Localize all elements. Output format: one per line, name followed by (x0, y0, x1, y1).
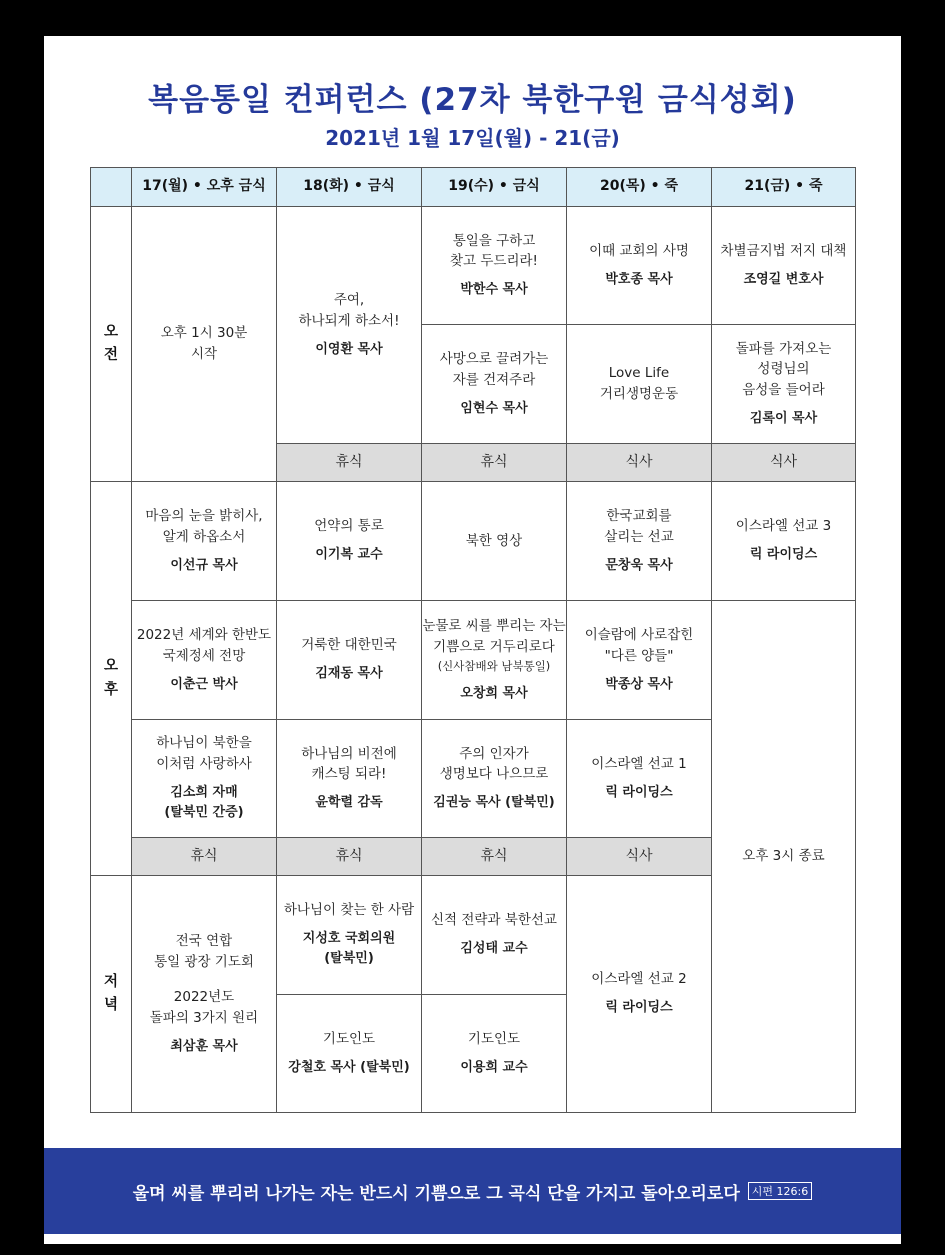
session-title: 북한 영상 (465, 532, 523, 549)
afternoon-row3-1 (131, 719, 277, 838)
session-speaker: 김록이 목사 (749, 411, 818, 427)
session-note: (신사참배와 남북통일) (437, 658, 551, 673)
end-time: 오후 3시 종료 (742, 848, 825, 865)
afternoon-break-2 (276, 837, 422, 876)
session-speaker: 이기복 교수 (315, 547, 383, 563)
column-header-label: 17(월) • 오후 금식 (142, 178, 266, 195)
morning-thu-1 (566, 206, 712, 325)
session-title: 통일을 구하고 찾고 두드리라! (450, 232, 538, 270)
session-title: 이슬람에 사로잡힌 "다른 양들" (584, 627, 694, 664)
session-subtitle: 2022년도 돌파의 3가지 원리 (149, 988, 259, 1026)
break-label: 휴식 (335, 453, 363, 470)
morning-fri-2 (711, 324, 856, 444)
session-speaker: 이선규 목사 (170, 557, 238, 573)
session-speaker: 이춘근 박사 (170, 676, 238, 692)
session-title: 거룩한 대한민국 (301, 637, 397, 654)
session-speaker: 강철호 목사 (탈북민) (288, 1059, 410, 1075)
session-speaker: 이용희 교수 (460, 1059, 528, 1075)
column-header-label: 21(금) • 죽 (744, 178, 823, 195)
session-title: 기도인도 (322, 1030, 376, 1047)
afternoon-row3-3 (421, 719, 567, 838)
session-title: 이스라엘 선교 2 (591, 971, 687, 988)
evening-tue-1 (276, 875, 422, 995)
session-speaker: 김소희 자매 (탈북민 간증) (164, 785, 244, 821)
evening-tue-2 (276, 994, 422, 1113)
afternoon-row1-1 (131, 481, 277, 601)
afternoon-row1-4 (566, 481, 712, 601)
afternoon-row3-4 (566, 719, 712, 838)
afternoon-row2-1 (131, 600, 277, 720)
evening-wed-1 (421, 875, 567, 995)
session-title: 한국교회를 살리는 선교 (604, 508, 674, 545)
session-speaker: 임현수 목사 (460, 400, 528, 416)
session-speaker: 릭 라이딩스 (605, 784, 673, 800)
session-title: 이스라엘 선교 1 (591, 755, 687, 772)
date-range: 2021년 1월 17일(월) - 21(금) (325, 126, 620, 150)
column-header-4 (566, 167, 712, 207)
session-title: Love Life 거리생명운동 (599, 365, 679, 402)
session-speaker: 박종상 목사 (605, 676, 673, 692)
afternoon-row1-2 (276, 481, 422, 601)
evening-mon (131, 875, 277, 1113)
session-title: 전국 연합 통일 광장 기도회 (154, 933, 254, 970)
session-speaker: 오창희 목사 (460, 685, 528, 701)
session-speaker: 문창욱 목사 (605, 557, 673, 573)
session-speaker: 윤학렬 감독 (315, 795, 383, 811)
session-speaker: 김권능 목사 (탈북민) (433, 795, 555, 811)
afternoon-break-4 (566, 837, 712, 876)
column-header-label: 18(화) • 금식 (303, 178, 395, 195)
afternoon-row3-2 (276, 719, 422, 838)
afternoon-break-1 (131, 837, 277, 876)
afternoon-row2-3 (421, 600, 567, 720)
footer-verse-banner (44, 1148, 901, 1234)
morning-wed-2 (421, 324, 567, 444)
afternoon-row2-4 (566, 600, 712, 720)
session-title: 이스라엘 선교 3 (735, 518, 832, 535)
afternoon-row1-5 (711, 481, 856, 601)
morning-tue (276, 206, 422, 444)
session-speaker: 김재동 목사 (315, 666, 383, 682)
session-title: 언약의 통로 (314, 518, 384, 535)
column-header-label: 19(수) • 금식 (448, 178, 540, 195)
break-label: 휴식 (480, 453, 508, 470)
session-speaker: 릭 라이딩스 (605, 1000, 673, 1016)
period-label: 오 후 (103, 658, 118, 698)
session-speaker: 박호종 목사 (605, 271, 673, 287)
session-speaker: 지성호 국회의원 (탈북민) (302, 931, 396, 967)
session-title: 이때 교회의 사명 (589, 242, 689, 259)
session-speaker: 이영환 목사 (315, 341, 383, 357)
column-header-label: 20(목) • 죽 (599, 178, 679, 195)
session-title: 주여, 하나되게 하소서! (298, 292, 400, 329)
session-speaker: 조영길 변호사 (743, 271, 824, 287)
break-label: 휴식 (335, 847, 363, 864)
morning-wed-1 (421, 206, 567, 325)
session-speaker: 박한수 목사 (460, 282, 528, 298)
morning-break-4 (711, 443, 856, 482)
session-speaker: 최삼훈 목사 (170, 1038, 238, 1054)
session-title: 돌파를 가져오는 성령님의 음성을 들어라 (735, 340, 832, 399)
session-title: 차별금지법 저지 대책 (720, 242, 847, 259)
break-label: 휴식 (480, 847, 508, 864)
afternoon-row1-3 (421, 481, 567, 601)
session-title: 2022년 세계와 한반도 국제정세 전망 (136, 627, 272, 664)
morning-break-1 (276, 443, 422, 482)
break-label: 식사 (625, 453, 653, 470)
footer-verse-ref: 시편 126:6 (748, 1182, 812, 1200)
session-title: 오후 1시 30분 시작 (160, 325, 248, 362)
afternoon-row2-2 (276, 600, 422, 720)
morning-thu-2 (566, 324, 712, 444)
session-title: 눈물로 씨를 뿌리는 자는 기쁨으로 거두리로다 (422, 618, 566, 656)
period-morning (90, 206, 132, 482)
session-title: 신적 전략과 북한선교 (431, 912, 557, 929)
session-speaker: 김성태 교수 (460, 941, 528, 957)
session-title: 하나님이 북한을 이처럼 사랑하사 (156, 735, 252, 773)
period-label: 저 녁 (103, 973, 118, 1013)
break-label: 휴식 (190, 847, 218, 864)
afternoon-fri-end (711, 600, 856, 1113)
column-header-2 (276, 167, 422, 207)
break-label: 식사 (625, 847, 653, 864)
session-title: 사망으로 끌려가는 자를 건져주라 (439, 351, 549, 388)
period-evening (90, 875, 132, 1113)
column-header-3 (421, 167, 567, 207)
break-label: 식사 (769, 453, 798, 470)
morning-break-3 (566, 443, 712, 482)
session-title: 마음의 눈을 밝히사, 알게 하옵소서 (145, 508, 263, 545)
column-header-1 (131, 167, 277, 207)
session-speaker: 릭 라이딩스 (749, 547, 818, 563)
morning-mon (131, 206, 277, 482)
session-title: 주의 인자가 생명보다 나으므로 (439, 745, 549, 783)
footer-verse: 울며 씨를 뿌리러 나가는 자는 반드시 기쁨으로 그 곡식 단을 가지고 돌아오리로다 (132, 1183, 740, 1204)
period-label: 오 전 (103, 323, 118, 363)
header-corner (90, 167, 132, 207)
evening-thu (566, 875, 712, 1113)
period-afternoon (90, 481, 132, 876)
evening-wed-2 (421, 994, 567, 1113)
session-title: 하나님의 비전에 캐스팅 되라! (301, 745, 397, 783)
morning-fri-1 (711, 206, 856, 325)
column-header-5 (711, 167, 856, 207)
session-title: 기도인도 (467, 1030, 521, 1047)
page-title: 복음통일 컨퍼런스 (27차 북한구원 금식성회) (148, 82, 797, 118)
afternoon-break-3 (421, 837, 567, 876)
session-title: 하나님이 찾는 한 사람 (283, 902, 415, 919)
morning-break-2 (421, 443, 567, 482)
